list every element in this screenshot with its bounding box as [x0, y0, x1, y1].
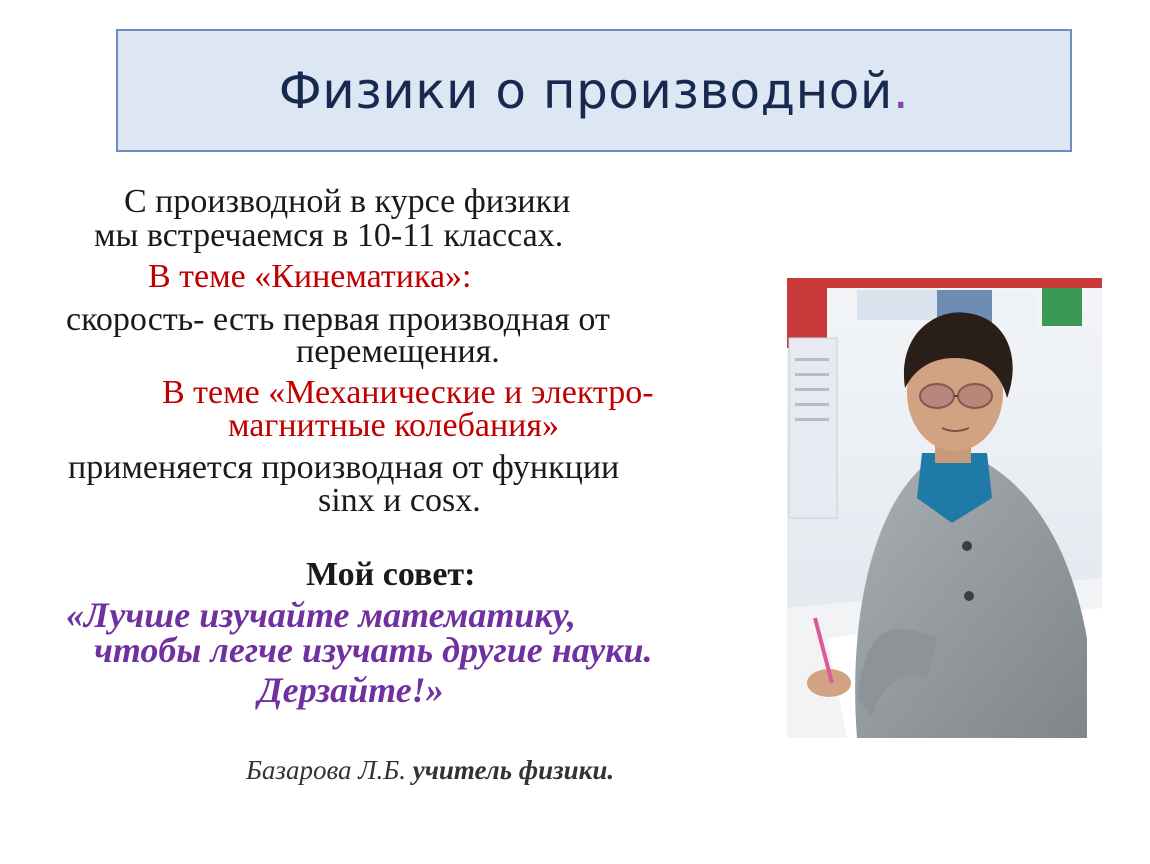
oscillations-topic-1: В теме «Механические и электро-: [162, 374, 654, 411]
advice-line-2: чтобы легче изучать другие науки.: [94, 630, 653, 670]
teacher-photo-illustration: [787, 278, 1102, 738]
teacher-photo: [787, 278, 1102, 738]
velocity-line-2: перемещения.: [296, 333, 500, 370]
velocity-line-1: скорость- есть первая производная от: [66, 301, 610, 338]
advice-line-1: «Лучше изучайте математику,: [66, 595, 576, 635]
signature-name: Базарова Л.Б.: [246, 755, 406, 785]
title-dot: .: [892, 61, 910, 120]
derivative-line-1: применяется производная от функции: [68, 449, 620, 486]
page-title: Физики о производной.: [278, 61, 910, 120]
oscillations-topic-2: магнитные колебания»: [228, 407, 560, 444]
signature: [246, 752, 614, 788]
intro-line-1: С производной в курсе физики: [124, 183, 571, 220]
signature-role: учитель физики.: [412, 755, 615, 785]
intro-line-2: мы встречаемся в 10-11 классах.: [94, 217, 564, 254]
derivative-line-2: sinx и cosx.: [318, 482, 481, 519]
kinematics-topic: В теме «Кинематика»:: [148, 258, 472, 295]
advice-line-3: Дерзайте!»: [258, 670, 444, 710]
advice-label: Мой совет:: [306, 556, 476, 593]
title-box: [116, 29, 1072, 152]
